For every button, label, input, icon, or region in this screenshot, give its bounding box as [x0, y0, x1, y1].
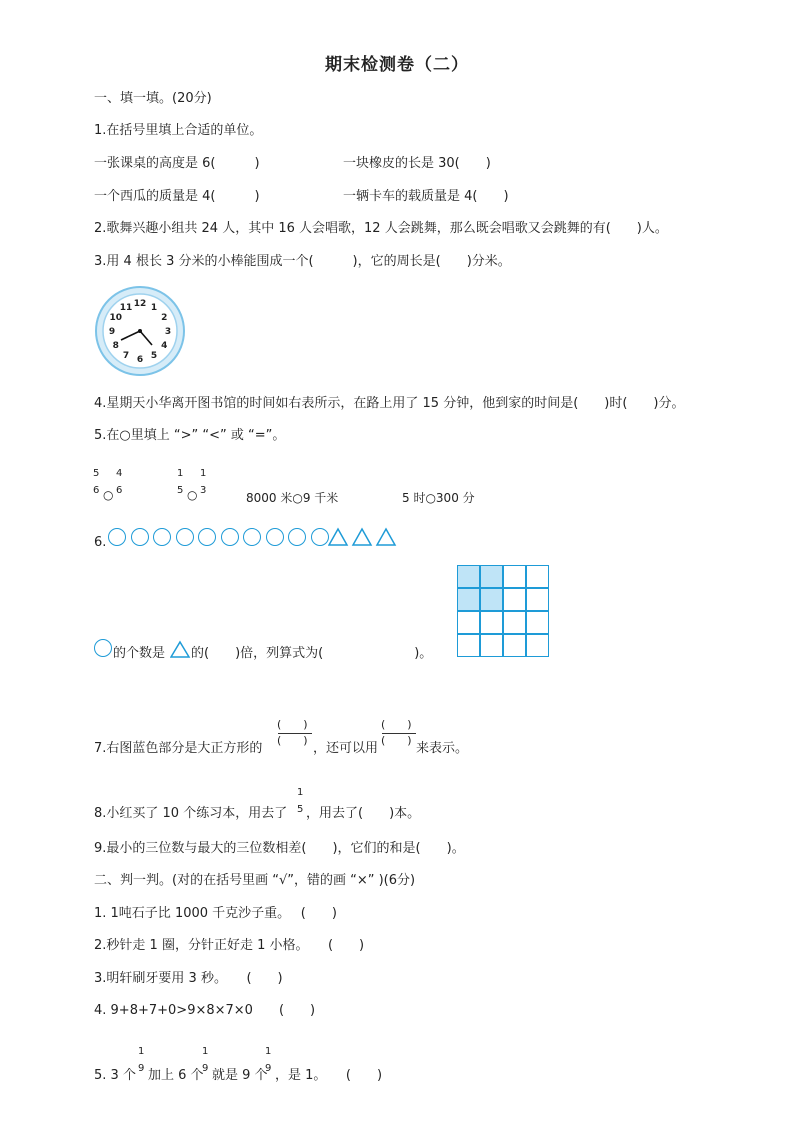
clock-number: 12: [133, 299, 147, 309]
fraction-denominator: 5: [177, 485, 184, 496]
clock-number: 5: [150, 351, 158, 362]
question-4: 4.星期天小华离开图书馆的时间如右表所示，在路上用了 15 分钟，他到家的时间是( )时( )分。: [94, 396, 685, 411]
fraction-numerator: 4: [116, 468, 123, 479]
circle-shape: [176, 528, 194, 546]
fraction-blank-numerator: ( ): [381, 718, 412, 731]
triangle-shape: [353, 529, 371, 545]
section-1-heading: 一、填一填。(20分): [94, 91, 212, 106]
fraction-numerator: 1: [200, 468, 207, 479]
fraction-denominator: 5: [297, 804, 304, 815]
question-9: 9.最小的三位数与最大的三位数相差( )，它们的和是( )。: [94, 841, 465, 856]
page-title: 期末检测卷（二）: [325, 55, 469, 75]
circle-shape: [108, 528, 126, 546]
circle-shape: [198, 528, 216, 546]
fraction-1-3: [200, 468, 206, 496]
judge-5-text-c: 就是 9 个: [212, 1068, 268, 1083]
grid-cell: [480, 611, 503, 634]
clock-number: 10: [109, 313, 123, 323]
judge-5-text-b: 加上 6 个: [148, 1068, 204, 1083]
fraction-1-9: [202, 1046, 208, 1074]
clock-number: 3: [164, 327, 172, 337]
question-8-text-b: ，用去了( )本。: [306, 806, 421, 821]
judge-3: 3.明轩刷牙要用 3 秒。 ( ): [94, 971, 283, 986]
clock-image: [94, 285, 186, 377]
compare-length: 8000 米○9 千米: [246, 491, 339, 505]
compare-circle: ○: [103, 488, 114, 502]
question-3: 3.用 4 根长 3 分米的小棒能围成一个( )，它的周长是( )分米。: [94, 254, 511, 269]
fraction-numerator: 5: [93, 468, 100, 479]
fraction-denominator: 9: [265, 1063, 272, 1074]
question-1b: 一块橡皮的长是 30( ): [343, 156, 491, 171]
grid-cell: [526, 588, 549, 611]
fraction-blank-denominator: ( ): [277, 734, 308, 747]
clock-number: 11: [119, 302, 133, 313]
fraction-denominator: 9: [138, 1063, 145, 1074]
clock-number: 1: [150, 302, 158, 313]
fraction-numerator: 1: [202, 1046, 209, 1057]
grid-cell-shaded: [457, 565, 480, 588]
judge-4: 4. 9+8+7+0>9×8×7×0 ( ): [94, 1003, 316, 1018]
clock-number: 2: [161, 313, 168, 323]
section-2-heading: 二、判一判。(对的在括号里画 “√”，错的画 “×” )(6分): [94, 873, 416, 888]
grid-cell: [526, 634, 549, 657]
fraction-1-9: [265, 1046, 271, 1074]
question-2: 2.歌舞兴趣小组共 24 人，其中 16 人会唱歌，12 人会跳舞，那么既会唱歌又会跳舞的有( )人。: [94, 221, 668, 236]
grid-cell: [480, 634, 503, 657]
fraction-denominator: 6: [116, 485, 123, 496]
circle-shape: [153, 528, 171, 546]
question-6-number: 6.: [94, 535, 107, 550]
fraction-numerator: 1: [138, 1046, 145, 1057]
fraction-numerator: 1: [297, 787, 304, 798]
grid-cell: [457, 611, 480, 634]
circle-shape: [131, 528, 149, 546]
fraction-blank-denominator: ( ): [381, 734, 412, 747]
circle-shape: [221, 528, 239, 546]
judge-5-text-a: 5. 3 个: [94, 1068, 136, 1083]
circle-shape: [288, 528, 306, 546]
triangle-symbol: [170, 640, 191, 659]
question-6-text-b: 的( )倍，列算式为( )。: [191, 646, 433, 661]
circle-shape: [266, 528, 284, 546]
question-1c: 一个西瓜的质量是 4( ): [94, 189, 260, 204]
fraction-5-6: [93, 468, 99, 496]
compare-circle: ○: [187, 488, 198, 502]
fraction-denominator: 3: [200, 485, 207, 496]
question-1a: 一张课桌的高度是 6( ): [94, 156, 260, 171]
fraction-denominator: 9: [202, 1063, 209, 1074]
fraction-1-5: [177, 468, 183, 496]
clock-number: 7: [122, 351, 130, 362]
grid-cell: [526, 611, 549, 634]
grid-cell: [457, 634, 480, 657]
judge-1: 1. 1吨石子比 1000 千克沙子重。 ( ): [94, 906, 337, 921]
judge-2: 2.秒针走 1 圈，分针正好走 1 小格。 ( ): [94, 938, 365, 953]
grid-cell: [503, 565, 526, 588]
compare-time: 5 时○300 分: [402, 491, 475, 505]
grid-cell-shaded: [457, 588, 480, 611]
clock-number: 6: [136, 355, 144, 365]
fraction-numerator: 1: [177, 468, 184, 479]
question-1: 1.在括号里填上合适的单位。: [94, 123, 263, 138]
clock-number: 9: [108, 327, 116, 337]
fraction-denominator: 6: [93, 485, 100, 496]
question-7-text-a: 7.右图蓝色部分是大正方形的: [94, 741, 263, 756]
clock-number: 8: [112, 341, 119, 351]
triangle-shape: [329, 529, 347, 545]
triangle-shape: [377, 529, 395, 545]
fraction-numerator: 1: [265, 1046, 272, 1057]
question-5: 5.在○里填上 “>” “<” 或 “=”。: [94, 428, 286, 443]
fraction-1-9: [138, 1046, 144, 1074]
circle-shape: [243, 528, 261, 546]
fraction-4-6: [116, 468, 122, 496]
circle-symbol: [94, 639, 112, 657]
question-8-text-a: 8.小红买了 10 个练习本，用去了: [94, 806, 288, 821]
question-6-text-a: 的个数是: [113, 646, 166, 661]
fraction-blank-numerator: ( ): [277, 718, 308, 731]
grid-cell: [503, 588, 526, 611]
grid-cell: [526, 565, 549, 588]
clock-number: 4: [161, 341, 168, 351]
triangle-group: [328, 527, 402, 547]
fraction-1-5: [297, 787, 303, 815]
grid-cell: [503, 611, 526, 634]
judge-5-text-d: ，是 1。 ( ): [275, 1068, 383, 1083]
circle-shape: [311, 528, 329, 546]
question-7-text-b: ，还可以用: [313, 741, 379, 756]
question-7-text-c: 来表示。: [416, 741, 469, 756]
grid-cell-shaded: [480, 588, 503, 611]
question-1d: 一辆卡车的载质量是 4( ): [343, 189, 509, 204]
grid-cell-shaded: [480, 565, 503, 588]
grid-cell: [503, 634, 526, 657]
